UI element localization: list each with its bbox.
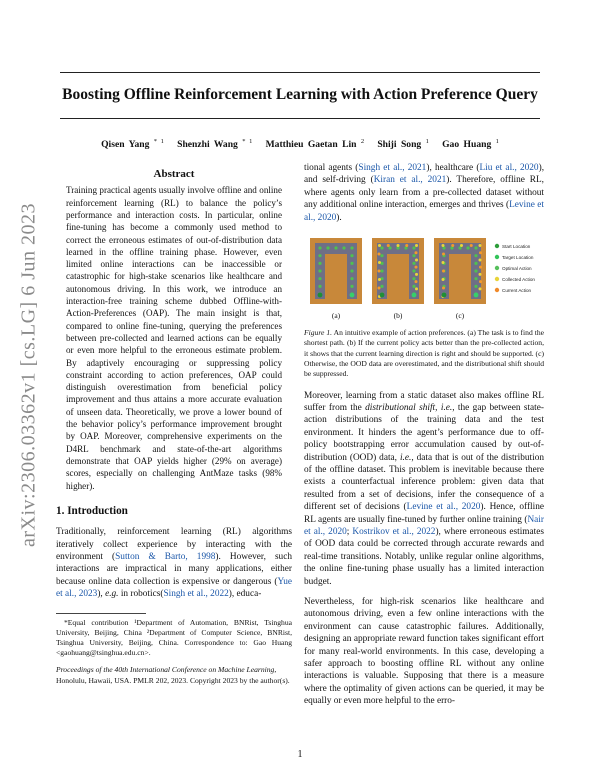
collected-action-point: [479, 258, 482, 261]
collected-action-point: [442, 261, 445, 264]
optimal-action-point: [350, 254, 353, 257]
optimal-action-point: [350, 262, 353, 265]
figure-1: [308, 236, 540, 324]
legend-swatch: [495, 266, 499, 270]
abstract-text: Training practical agents usually involve offline and online reinforcement learning (RL) to balance the policy’s performance and interaction costs. In particular, online fine-tuning has become a commonly used method to correct the erroneous estimates of out-of-distribution data learned in the offline training phase. However, even limited online interactions can be inaccessible or catastrophic for high-stake scenarios like healthcare and autonomous driving. In this work, we introduce an interaction-free training scheme dubbed Offline-with-Action-Preferences (OAP). The main insight is that, compared to online fine-tuning, querying the preferences between pre-collected and learned actions can be equally or even more helpful to the erroneous estimate problem. By adaptively encouraging or suppressing policy constraint according to action preferences, OAP could distinguish overestimation from beneficial policy improvement and thus attains a more accurate evaluation of unseen data. Theoretically, we prove a lower bound of the behavior policy’s performance improvement brought by OAP. Moreover, comprehensive experiments on the D4RL benchmark and state-of-the-art algorithms demonstrate that OAP yields higher (29% on average) scores, especially on challenging AntMaze tasks (98% higher).: [66, 185, 282, 491]
start-location-marker: [318, 293, 323, 298]
optimal-action-point: [474, 285, 477, 288]
author: Gao Huang $^1$: [442, 138, 499, 151]
current-action-point: [470, 244, 473, 247]
collected-action-point: [378, 244, 381, 247]
current-action-point: [405, 244, 408, 247]
optimal-action-point: [412, 262, 415, 265]
optimal-action-point: [318, 277, 321, 280]
current-action-point: [442, 253, 445, 256]
collected-action-point: [415, 244, 418, 247]
legend-label: Start Location: [502, 244, 531, 250]
collected-action-point: [415, 273, 418, 276]
current-action-point: [378, 287, 381, 290]
optimal-action-point: [412, 254, 415, 257]
optimal-action-point: [318, 246, 321, 249]
start-location-marker: [380, 293, 385, 298]
citation-link[interactable]: Levine et al., 2020: [406, 502, 481, 513]
target-location-marker: [474, 293, 479, 298]
optimal-action-point: [412, 269, 415, 272]
author: Matthieu Gaetan Lin $^2$: [265, 138, 365, 151]
optimal-action-point: [474, 277, 477, 280]
author: Qisen Yang $^{* 1}$: [101, 138, 164, 151]
title-bottom-rule: [60, 118, 540, 119]
body-paragraph: Nevertheless, for high-risk scenarios like healthcare and autonomous driving, even a few online interactions with the environment can cause catastrophic failures. Additionally, designing an appropriate reward function takes significant effort for many real-world environments. In this case, developing a safer approach to boosting offline RL without any online interactions is valuable. Supposing that there is a measure where the optimality of given actions can be queried, it may be equally or even more helpful to the erro-: [304, 597, 544, 707]
current-action-point: [415, 266, 418, 269]
arxiv-stamp: [14, 170, 44, 580]
citation-link[interactable]: Kostrikov et al., 2022: [352, 526, 436, 537]
continued-paragraph: tional agents (Singh et al., 2021), healthcare (Liu et al., 2020), and self-driving (Kiran et al., 2021). Therefore, offline RL, where agents only learn from a pre-collected dataset without any additional online interaction, emerges and thrives (Levine et al., 2020).: [304, 163, 545, 223]
current-action-point: [442, 287, 445, 290]
body-paragraph: Moreover, learning from a static dataset also makes offline RL suffer from the distributional shift, i.e., the gap between state-action distributions of the training data and the test environment. It hinders the agent’s performance due to off-policy bootstrapping error accumulation caused by out-of-distribution (OOD) data, i.e., data that is out of the distribution of the offline dataset. This problem is inevitable because there exists a counterfactual inference problem: given data that resulted from a set of decisions, infer the consequence of a different set of decisions (Levine et al., 2020). Hence, offline RL agents are usually fine-tuned by further online training (Nair et al., 2020; Kostrikov et al., 2022), where erroneous estimates of OOD data could be corrected through accurate rewards and real-time transitions. Notably, unlike regular online algorithms, the online fine-tuning phase usually has a limited interaction budget.: [304, 390, 545, 587]
arxiv-identifier[interactable]: arXiv:2306.03362v1 [cs.LG] 6 Jun 2023: [17, 202, 40, 548]
legend-label: Current Action: [502, 288, 532, 294]
optimal-action-point: [380, 246, 383, 249]
collected-action-point: [415, 287, 418, 290]
current-action-point: [387, 244, 390, 247]
current-action-point: [479, 251, 482, 254]
title-top-rule: [60, 72, 540, 73]
optimal-action-point: [318, 254, 321, 257]
citation-link[interactable]: Singh et al., 2021: [358, 163, 427, 173]
collected-action-point: [415, 258, 418, 261]
legend-label: Optimal Action: [502, 266, 532, 272]
left-column: [56, 168, 292, 686]
author: Shenzhi Wang $^{* 1}$: [177, 138, 253, 151]
legend-label: Target Location: [502, 255, 534, 261]
optimal-action-point: [342, 246, 345, 249]
optimal-action-point: [350, 285, 353, 288]
current-action-point: [479, 280, 482, 283]
optimal-action-point: [318, 269, 321, 272]
citation-link[interactable]: Singh et al., 2022: [163, 589, 229, 600]
optimal-action-point: [474, 254, 477, 257]
collected-action-point: [442, 278, 445, 281]
citation-link[interactable]: Sutton & Barto, 1998: [115, 552, 216, 563]
right-column: [304, 162, 544, 708]
citation-link[interactable]: Nair et al., 2020: [304, 514, 544, 537]
collected-action-point: [378, 261, 381, 264]
legend-label: Collected Action: [502, 277, 535, 283]
collected-action-point: [479, 287, 482, 290]
optimal-action-point: [474, 246, 477, 249]
proceedings-note: Proceedings of the 40th International Conference on Machine Learning, Honolulu, Hawaii, USA. PMLR 202, 2023. Copyright 2023 by the author(s).: [56, 665, 290, 685]
footnote-rule: [56, 613, 146, 614]
optimal-action-point: [466, 246, 469, 249]
footnote: *Equal contribution ¹Department of Automation, BNRist, Tsinghua University, Beijing, China ²Department of Computer Science, BNRist, Tsinghua University, Beijing, China. Correspondence to: Gao Huang <gaohuang@tsinghua.edu.cn>.: [56, 617, 292, 658]
optimal-action-point: [350, 246, 353, 249]
collected-action-point: [378, 278, 381, 281]
optimal-action-point: [380, 254, 383, 257]
current-action-point: [378, 253, 381, 256]
current-action-point: [415, 251, 418, 254]
citation-link[interactable]: Liu et al., 2020: [479, 163, 539, 173]
citation-link[interactable]: Yue et al., 2023: [56, 576, 292, 600]
panel-label: (b): [393, 311, 403, 321]
citation-link[interactable]: Kiran et al., 2021: [373, 175, 447, 186]
optimal-action-point: [412, 246, 415, 249]
optimal-action-point: [412, 285, 415, 288]
page-number: 1: [297, 749, 303, 760]
legend-swatch: [495, 244, 499, 248]
maze-inner-wall: [387, 254, 409, 299]
optimal-action-point: [474, 269, 477, 272]
paper-title: Boosting Offline Reinforcement Learning with Action Preference Query: [62, 86, 538, 103]
start-location-marker: [442, 293, 447, 298]
figure-caption: Figure 1. An intuitive example of action preferences. (a) The task is to find the shortest path. (b) If the current policy acts better than the pre-collected action, it shows that the current learning direction is right and should be supported. (c) Otherwise, the OOD data are overestimated, and the distributional shift should be suppressed.: [304, 328, 544, 379]
section-heading-introduction: 1. Introduction: [56, 504, 128, 517]
collected-action-point: [460, 244, 463, 247]
legend-swatch: [495, 288, 499, 292]
current-action-point: [415, 280, 418, 283]
current-action-point: [451, 244, 454, 247]
collected-action-point: [479, 273, 482, 276]
optimal-action-point: [474, 262, 477, 265]
collected-action-point: [479, 244, 482, 247]
citation-link[interactable]: Levine et al., 2020: [304, 200, 544, 223]
panel-label: (c): [455, 311, 465, 321]
optimal-action-point: [350, 277, 353, 280]
legend-swatch: [495, 277, 499, 281]
author-list: [60, 138, 540, 150]
optimal-action-point: [388, 246, 391, 249]
collected-action-point: [397, 244, 400, 247]
author: Shiji Song $^1$: [377, 138, 429, 151]
current-action-point: [442, 270, 445, 273]
maze-inner-wall: [449, 254, 471, 299]
panel-label: (a): [331, 311, 341, 321]
optimal-action-point: [326, 246, 329, 249]
optimal-action-point: [318, 285, 321, 288]
optimal-action-point: [412, 277, 415, 280]
target-location-marker: [350, 293, 355, 298]
current-action-point: [378, 270, 381, 273]
maze-inner-wall: [325, 254, 347, 299]
collected-action-point: [442, 244, 445, 247]
optimal-action-point: [334, 246, 337, 249]
optimal-action-point: [380, 269, 383, 272]
optimal-action-point: [318, 262, 321, 265]
optimal-action-point: [380, 285, 383, 288]
current-action-point: [479, 266, 482, 269]
legend-swatch: [495, 255, 499, 259]
optimal-action-point: [350, 269, 353, 272]
target-location-marker: [412, 293, 417, 298]
intro-paragraph: Traditionally, reinforcement learning (RL) algorithms iteratively collect experience by interacting with the environment (Sutton & Barto, 1998). However, such interactions are impractical in many applications, either because online data collection is expensive or dangerous (Yue et al., 2023), e.g. in robotics(Singh et al., 2022), educa-: [56, 527, 292, 600]
abstract-heading: Abstract: [153, 168, 195, 180]
maze-figure: [308, 236, 540, 324]
